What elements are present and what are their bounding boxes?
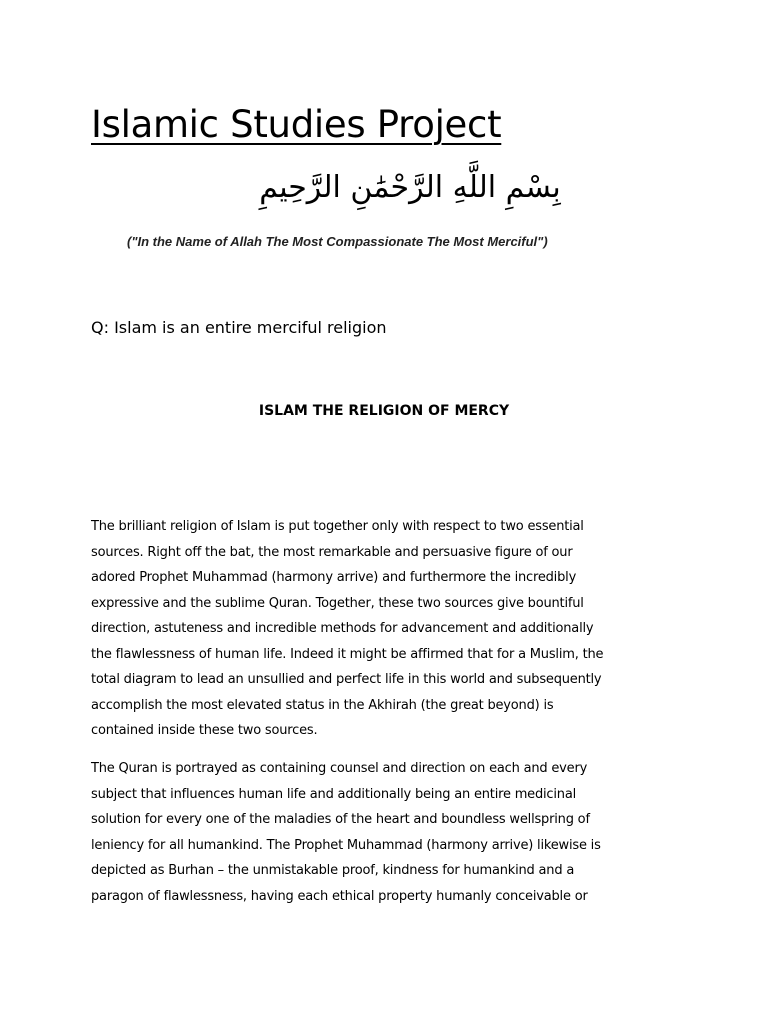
paragraph-line: solution for every one of the maladies of the heart and boundless wellspring of [91,812,590,827]
document-title: Islamic Studies Project [91,103,502,146]
paragraph-line: direction, astuteness and incredible methods for advancement and additionally [91,621,594,636]
paragraph-line: the flawlessness of human life. Indeed it might be affirmed that for a Muslim, the [91,646,604,662]
paragraph-line: leniency for all humankind. The Prophet Muhammad (harmony arrive) likewise is [91,837,601,853]
paragraph-line: paragon of flawlessness, having each ethical property humanly conceivable or [91,888,588,904]
section-heading: ISLAM THE RELIGION OF MERCY [258,403,510,419]
paragraph-line: sources. Right off the bat, the most remarkable and persuasive figure of our [91,544,573,560]
paragraph-line: expressive and the sublime Quran. Together, these two sources give bountiful [91,595,584,611]
paragraph-line: adored Prophet Muhammad (harmony arrive) and furthermore the incredibly [91,570,577,585]
paragraph-line: total diagram to lead an unsullied and perfect life in this world and subsequently [91,672,602,687]
paragraph-line: accomplish the most elevated status in the Akhirah (the great beyond) is [91,697,554,713]
paragraph-line: contained inside these two sources. [91,723,318,738]
paragraph-1 [91,514,681,744]
paragraph-2 [91,756,681,909]
question-text: Q: Islam is an entire merciful religion [91,318,387,337]
bismillah-translation: ("In the Name of Allah The Most Compassionate The Most Merciful") [127,234,548,249]
paragraph-line: The brilliant religion of Islam is put together only with respect to two essential [91,519,584,534]
paragraph-line: subject that influences human life and additionally being an entire medicinal [91,786,577,802]
paragraph-line: depicted as Burhan – the unmistakable proof, kindness for humankind and a [91,863,575,878]
paragraph-line: The Quran is portrayed as containing counsel and direction on each and every [91,761,588,776]
bismillah-arabic: بِسْمِ اللَّهِ الرَّحْمَٰنِ الرَّحِيمِ [259,170,561,205]
